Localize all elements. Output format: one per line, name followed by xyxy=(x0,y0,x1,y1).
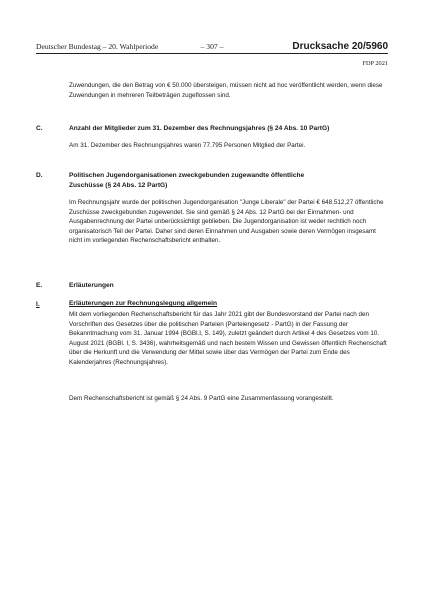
subsection-paragraph-2: Dem Rechenschaftsbericht ist gemäß § 24 Abs. 9 PartG eine Zusammenfassung vorangestellt. xyxy=(69,395,334,402)
intro-paragraph: Zuwendungen, die den Betrag von € 50.000 übersteigen, müssen nicht ad hoc veröffentlicht werden, wenn diese Zuwendungen in mehreren Teilbeträgen zugeflossen sind. xyxy=(69,82,383,99)
section-c-title: Anzahl der Mitglieder zum 31. Dezember des Rechnungsjahres (§ 24 Abs. 10 PartG) xyxy=(69,125,330,132)
section-d-letter: D. xyxy=(36,172,43,179)
party-tag: FDP 2021 xyxy=(362,60,388,67)
subsection-title: Erläuterungen zur Rechnungslegung allgemein xyxy=(69,300,218,307)
section-d-text: Im Rechnungsjahr wurde der politischen Jugendorganisation "Junge Liberale" der Partei € 648.512,27 öffentliche Zuschüsse zweckgebunden zugewendet. Sie sind gemäß § 24 Abs. 12 PartG bei der Einnahmen- und Ausgabenrechnung der Partei unberücksichtigt geblieben. Die Jugendorganisation ist weder rechtlich noch organisatorisch Teil der Partei. Daher sind deren Einnahmen und Ausgaben sowie deren Vermögen insgesamt nicht im vorliegenden Rechenschaftsbericht enthalten. xyxy=(69,199,384,245)
header-page-number: – 307 – xyxy=(200,42,224,51)
header-publication: Deutscher Bundestag – 20. Wahlperiode xyxy=(36,42,159,51)
section-c-text: Am 31. Dezember des Rechnungsjahres waren 77.795 Personen Mitglied der Partei. xyxy=(69,142,306,149)
section-d-title: Politischen Jugendorganisationen zweckgebunden zugewandte öffentliche Zuschüsse (§ 24 Abs. 12 PartG) xyxy=(69,172,305,189)
subsection-number: I. xyxy=(36,301,40,308)
section-e-letter: E. xyxy=(36,282,43,289)
section-e-title: Erläuterungen xyxy=(69,282,114,289)
page-header xyxy=(36,37,388,54)
subsection-paragraph-1: Mit dem vorliegenden Rechenschaftsbericht für das Jahr 2021 gibt der Bundesvorstand der Partei nach den Vorschriften des Gesetzes über die politischen Parteien (Parteiengesetz - PartG) in der Fassung der Bekanntmachung vom 31. Januar 1994 (BGBl.I, S. 149), zuletzt geändert durch Artikel 4 des Gesetzes vom 10. August 2021 (BGBl. I, S. 3436), wahrheitsgemäß und nach bestem Wissen und Gewissen öffentlich Rechenschaft über die Herkunft und die Verwendung der Mittel sowie über das Vermögen der Partei zum Ende des Kalenderjahres (Rechnungsjahres). xyxy=(69,311,387,366)
header-document-number: Drucksache 20/5960 xyxy=(292,41,388,52)
section-c-letter: C. xyxy=(36,125,43,132)
